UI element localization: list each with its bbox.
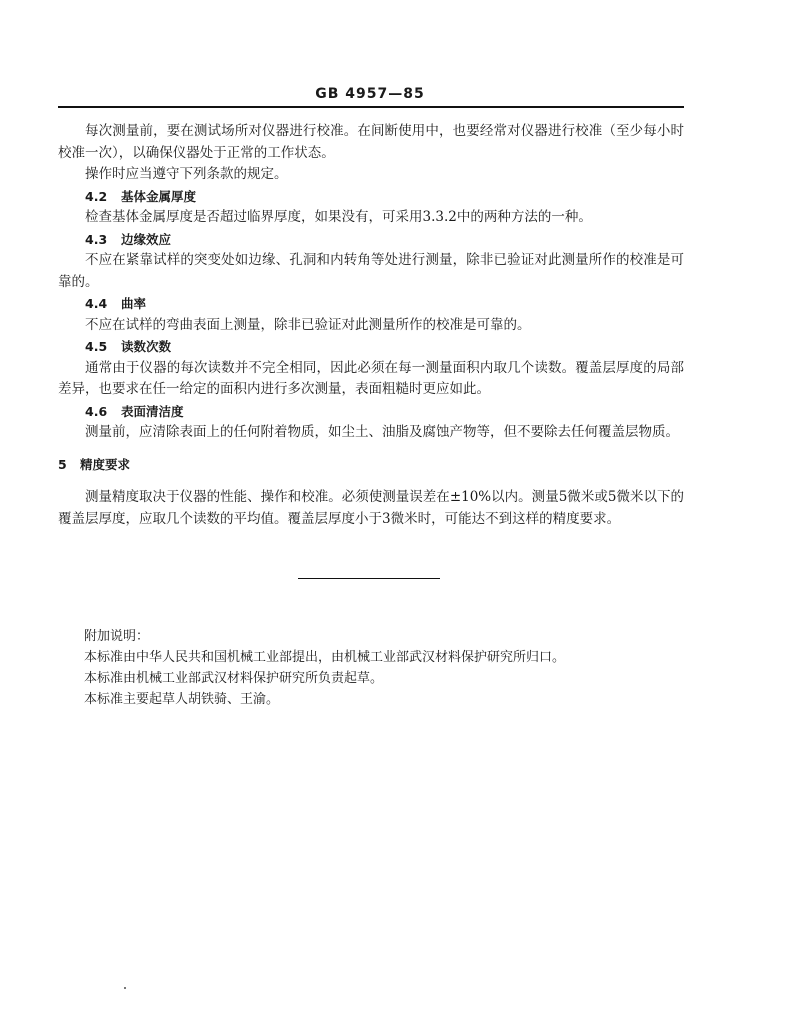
intro-paragraph-1: 每次测量前，要在测试场所对仪器进行校准。在间断使用中，也要经常对仪器进行校准（至少每小时校准一次），以确保仪器处于正常的工作状态。 (58, 123, 684, 161)
appendix (84, 626, 684, 710)
section-4-4-heading (58, 293, 684, 315)
appendix-heading: 附加说明： (84, 629, 150, 644)
section-4-2-heading (58, 186, 684, 208)
section-4-6-heading (58, 401, 684, 423)
section-title: 边缘效应 (121, 231, 172, 247)
section-4-3-heading (58, 229, 684, 251)
section-4-3-text: 不应在紧靠试样的突变处如边缘、孔洞和内转角等处进行测量，除非已验证对此测量所作的校准是可靠的。 (58, 252, 684, 290)
section-4-5-heading (58, 336, 684, 358)
standard-code: GB 4957—85 (315, 86, 425, 102)
appendix-line-1: 本标准由中华人民共和国机械工业部提出，由机械工业部武汉材料保护研究所归口。 (84, 650, 566, 665)
section-title: 精度要求 (80, 456, 131, 472)
appendix-line-3: 本标准主要起草人胡铁骑、王渝。 (84, 692, 280, 707)
section-title: 曲率 (121, 296, 147, 311)
section-number: 4.4 (85, 296, 108, 311)
section-number: 4.2 (85, 188, 108, 204)
section-4-4-text: 不应在试样的弯曲表面上测量，除非已验证对此测量所作的校准是可靠的。 (85, 316, 531, 333)
section-title: 基体金属厚度 (121, 188, 197, 204)
end-rule (298, 578, 440, 579)
header-rule (58, 106, 684, 108)
section-5-heading (58, 454, 684, 476)
scan-speck (124, 987, 126, 989)
appendix-line-2: 本标准由机械工业部武汉材料保护研究所负责起草。 (84, 671, 384, 686)
section-4-5-text: 通常由于仪器的每次读数并不完全相同，因此必须在每一测量面积内取几个读数。覆盖层厚度的局部差异，也要求在任一给定的面积内进行多次测量，表面粗糙时更应如此。 (58, 359, 684, 397)
section-title: 读数次数 (121, 339, 172, 354)
section-4-6-text: 测量前，应清除表面上的任何附着物质，如尘土、油脂及腐蚀产物等，但不要除去任何覆盖层物质。 (85, 424, 679, 440)
document-body (58, 121, 684, 530)
section-5-text: 测量精度取决于仪器的性能、操作和校准。必须使测量误差在±10%以内。测量5微米或5微米以下的覆盖层厚度，应取几个读数的平均值。覆盖层厚度小于3微米时，可能达不到这样的精度要求。 (58, 489, 684, 527)
intro-paragraph-2: 操作时应当遵守下列条款的规定。 (85, 166, 288, 182)
section-number: 5 (58, 456, 67, 472)
section-title: 表面清洁度 (121, 403, 184, 419)
section-number: 4.6 (85, 403, 108, 419)
section-4-2-text: 检查基体金属厚度是否超过临界厚度，如果没有，可采用3.3.2中的两种方法的一种。 (85, 209, 592, 225)
section-number: 4.5 (85, 339, 108, 354)
section-number: 4.3 (85, 231, 108, 247)
